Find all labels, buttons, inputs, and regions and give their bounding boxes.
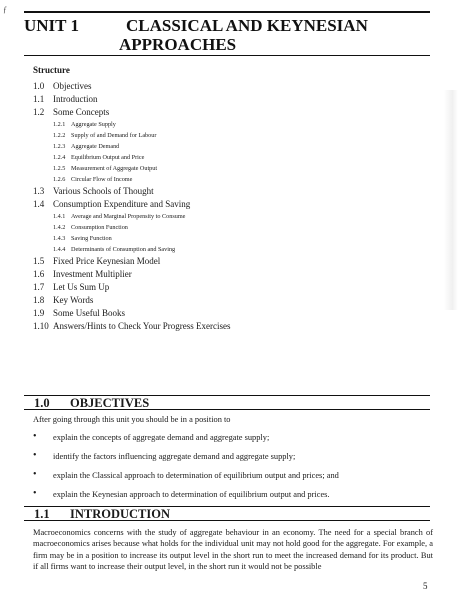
structure-item-label: Investment Multiplier [53, 269, 132, 279]
structure-item-label: Equilibrium Output and Price [71, 154, 145, 161]
structure-item-number: 1.2.2 [53, 132, 66, 139]
structure-item-number: 1.10 [33, 321, 49, 331]
introduction-paragraph: Macroeconomics concerns with the study of aggregate behaviour in an economy. The need for a special branch of macroeconomics arises because what holds for the individual unit may not hold good for the aggregate. For example, a firm may be in a position to increase its output level in the short run to meet the increased demand for its product. But if all firms want to increase their output level, in the short run it would not be possible [33, 528, 433, 572]
structure-item-label: Answers/Hints to Check Your Progress Exercises [53, 321, 231, 331]
bullet-icon: • [33, 450, 37, 461]
structure-item-label: Introduction [53, 94, 98, 104]
structure-item-number: 1.2.3 [53, 143, 66, 150]
structure-item-label: Measurement of Aggregate Output [71, 165, 158, 172]
objective-text: explain the Keynesian approach to determination of equilibrium output and prices. [53, 490, 330, 499]
structure-item-number: 1.2.6 [53, 176, 66, 183]
objectives-number: 1.0 [34, 396, 50, 410]
structure-item-number: 1.4.1 [53, 213, 66, 220]
unit-title-line2: APPROACHES [119, 35, 237, 54]
structure-label: Structure [33, 65, 70, 75]
structure-item-label: Key Words [53, 295, 94, 305]
unit-title [24, 16, 434, 54]
structure-item-label: Supply of and Demand for Labour [71, 132, 157, 139]
structure-item-number: 1.3 [33, 186, 45, 196]
structure-subitem [33, 119, 423, 130]
structure-item-number: 1.4 [33, 199, 45, 209]
structure-item-number: 1.4.4 [53, 246, 66, 253]
structure-subitem [33, 244, 423, 255]
structure-item-label: Consumption Function [71, 224, 128, 231]
structure-item-label: Fixed Price Keynesian Model [53, 256, 161, 266]
structure-subitem [33, 174, 423, 185]
structure-subitem [33, 211, 423, 222]
objectives-intro: After going through this unit you should be in a position to [33, 415, 231, 424]
structure-subitem [33, 152, 423, 163]
structure-item-label: Various Schools of Thought [53, 186, 154, 196]
structure-item [33, 320, 423, 333]
structure-item-number: 1.2.4 [53, 154, 66, 161]
objective-item [33, 432, 433, 443]
objectives-title: OBJECTIVES [70, 396, 150, 410]
structure-item-label: Circular Flow of Income [71, 176, 133, 183]
structure-subitem [33, 163, 423, 174]
structure-item [33, 268, 423, 281]
scan-margin-shading [444, 90, 458, 310]
introduction-heading [24, 506, 430, 521]
structure-item-number: 1.1 [33, 94, 45, 104]
objective-text: explain the concepts of aggregate demand and aggregate supply; [53, 433, 270, 442]
structure-item-number: 1.6 [33, 269, 45, 279]
title-rule [24, 55, 430, 56]
structure-item-label: Aggregate Supply [71, 121, 116, 128]
structure-item-label: Saving Function [71, 235, 112, 242]
objectives-list [33, 432, 433, 508]
structure-item-label: Objectives [53, 81, 92, 91]
structure-subitem [33, 233, 423, 244]
structure-item-label: Some Useful Books [53, 308, 125, 318]
structure-item-label: Average and Marginal Propensity to Consume [71, 213, 186, 220]
unit-number: UNIT 1 [24, 16, 79, 35]
structure-item-label: Some Concepts [53, 107, 110, 117]
bullet-icon: • [33, 431, 37, 442]
unit-title-line1: CLASSICAL AND KEYNESIAN [126, 16, 368, 35]
structure-item-number: 1.2 [33, 107, 45, 117]
objective-item [33, 489, 433, 500]
structure-item-label: Aggregate Demand [71, 143, 120, 150]
structure-item [33, 80, 423, 93]
structure-item [33, 93, 423, 106]
structure-subitem [33, 141, 423, 152]
structure-item-number: 1.4.3 [53, 235, 66, 242]
structure-item-number: 1.5 [33, 256, 45, 266]
structure-item-number: 1.4.2 [53, 224, 66, 231]
structure-item-label: Determinants of Consumption and Saving [71, 246, 176, 253]
structure-item-number: 1.0 [33, 81, 45, 91]
page-number: 5 [423, 581, 428, 591]
bullet-icon: • [33, 488, 37, 499]
objective-item [33, 451, 433, 462]
structure-item [33, 185, 423, 198]
structure-item-number: 1.8 [33, 295, 45, 305]
structure-item-number: 1.2.5 [53, 165, 66, 172]
structure-subitem [33, 222, 423, 233]
structure-item-number: 1.9 [33, 308, 45, 318]
structure-item-number: 1.2.1 [53, 121, 66, 128]
structure-item-number: 1.7 [33, 282, 45, 292]
structure-item [33, 294, 423, 307]
structure-item [33, 198, 423, 211]
objective-text: identify the factors influencing aggregate demand and aggregate supply; [53, 452, 296, 461]
introduction-number: 1.1 [34, 507, 50, 521]
structure-list [33, 80, 423, 333]
bullet-icon: • [33, 469, 37, 480]
structure-item [33, 307, 423, 320]
objective-text: explain the Classical approach to determination of equilibrium output and prices; and [53, 471, 339, 480]
structure-item-label: Let Us Sum Up [53, 282, 110, 292]
objectives-heading [24, 395, 430, 410]
top-rule [24, 11, 430, 13]
structure-item [33, 281, 423, 294]
structure-item-label: Consumption Expenditure and Saving [53, 199, 191, 209]
page-corner-mark: ƒ [3, 5, 7, 14]
structure-item [33, 106, 423, 119]
objective-item [33, 470, 433, 481]
introduction-title: INTRODUCTION [70, 507, 171, 521]
structure-subitem [33, 130, 423, 141]
structure-item [33, 255, 423, 268]
